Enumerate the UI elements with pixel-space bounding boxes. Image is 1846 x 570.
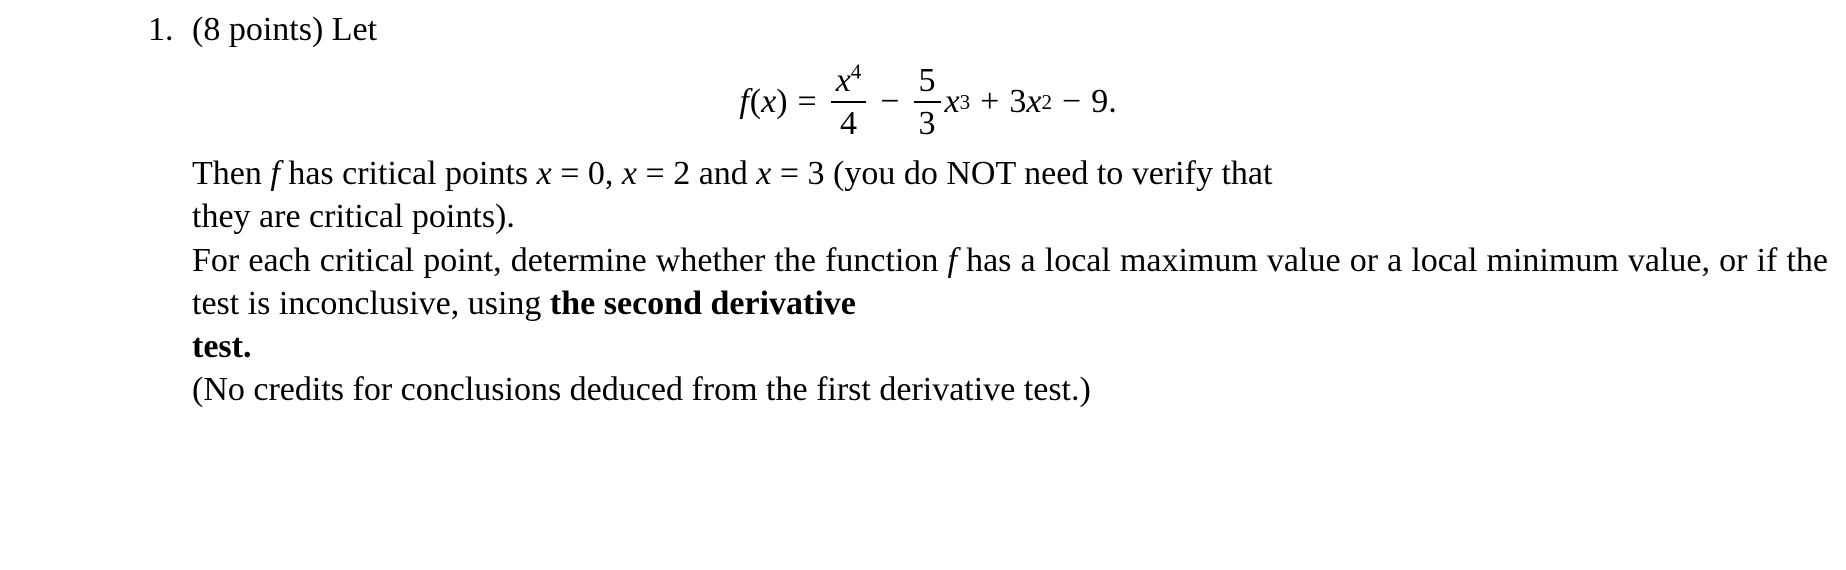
fraction-5-over-3: [914, 63, 941, 142]
numerator-variable: x: [835, 61, 851, 99]
or-local-min-text: or a local minimum value, or if the test is inconclusive, using: [192, 241, 1828, 322]
fraction-bar-2: [914, 101, 941, 103]
paren-open: (: [749, 83, 762, 121]
critical-points-sentence-line2: they are critical points).: [192, 198, 515, 236]
minus-sign-1: −: [880, 83, 900, 121]
then-word: Then: [192, 155, 262, 193]
variable-x-2: x: [621, 155, 638, 193]
instruction-sentence-end: [192, 325, 1828, 368]
critical-points-sentence: [192, 152, 1828, 195]
function-f-inline-1: f: [270, 155, 280, 193]
no-credits-note: (No credits for conclusions deduced from the first derivative test.): [192, 371, 1091, 409]
x-value-3: = 3 (you do NOT need to verify that: [779, 155, 1273, 193]
problem-number: 1.: [148, 11, 174, 48]
x-value-2: = 2 and: [645, 155, 748, 193]
term4-constant: 9.: [1091, 83, 1117, 121]
minus-sign-2: −: [1062, 83, 1082, 121]
equals-sign: =: [797, 83, 817, 121]
second-derivative-test-bold: the second derivative: [549, 284, 856, 322]
test-bold: test.: [192, 327, 252, 365]
paren-close: ): [776, 83, 788, 121]
variable-x-3: x: [756, 155, 772, 193]
problem-points-label: (8 points) Let: [192, 11, 378, 48]
equation-inner: f ( x ) = $\frac{x^4}{4}$ − $\frac{5}{3}$ x 3 + 3 x 2 − 9.: [739, 59, 1117, 143]
for-each-critical-point-text: For each critical point, determine whether the function: [192, 241, 939, 279]
has-local-max-text: has a local maximum value: [966, 241, 1341, 279]
fraction-denominator-3: 3: [918, 105, 936, 143]
term3-coefficient: 3: [1009, 83, 1027, 121]
fraction-numerator: [831, 59, 867, 99]
variable-x-1: x: [536, 155, 552, 193]
problem-body: [192, 152, 1828, 411]
instruction-sentence: [192, 239, 1828, 325]
numerator-exponent: 4: [850, 59, 862, 84]
variable-x-lhs: x: [761, 83, 777, 121]
x-value-1: = 0,: [560, 155, 614, 193]
plus-sign: +: [980, 83, 1000, 121]
function-f-inline-2: f: [947, 241, 957, 279]
has-critical-points-text: has critical points: [288, 155, 529, 193]
fraction-numerator-5: 5: [918, 61, 936, 99]
fraction-x4-over-4: [831, 59, 867, 143]
display-equation: [148, 59, 1828, 143]
problem-1: [148, 10, 1828, 411]
fraction-bar: [831, 101, 867, 103]
term2-variable: x: [944, 83, 960, 121]
function-name-f: f: [739, 83, 749, 121]
fraction-denominator: 4: [840, 105, 858, 143]
problem-heading: [148, 10, 1828, 51]
term3-variable: x: [1026, 83, 1042, 121]
